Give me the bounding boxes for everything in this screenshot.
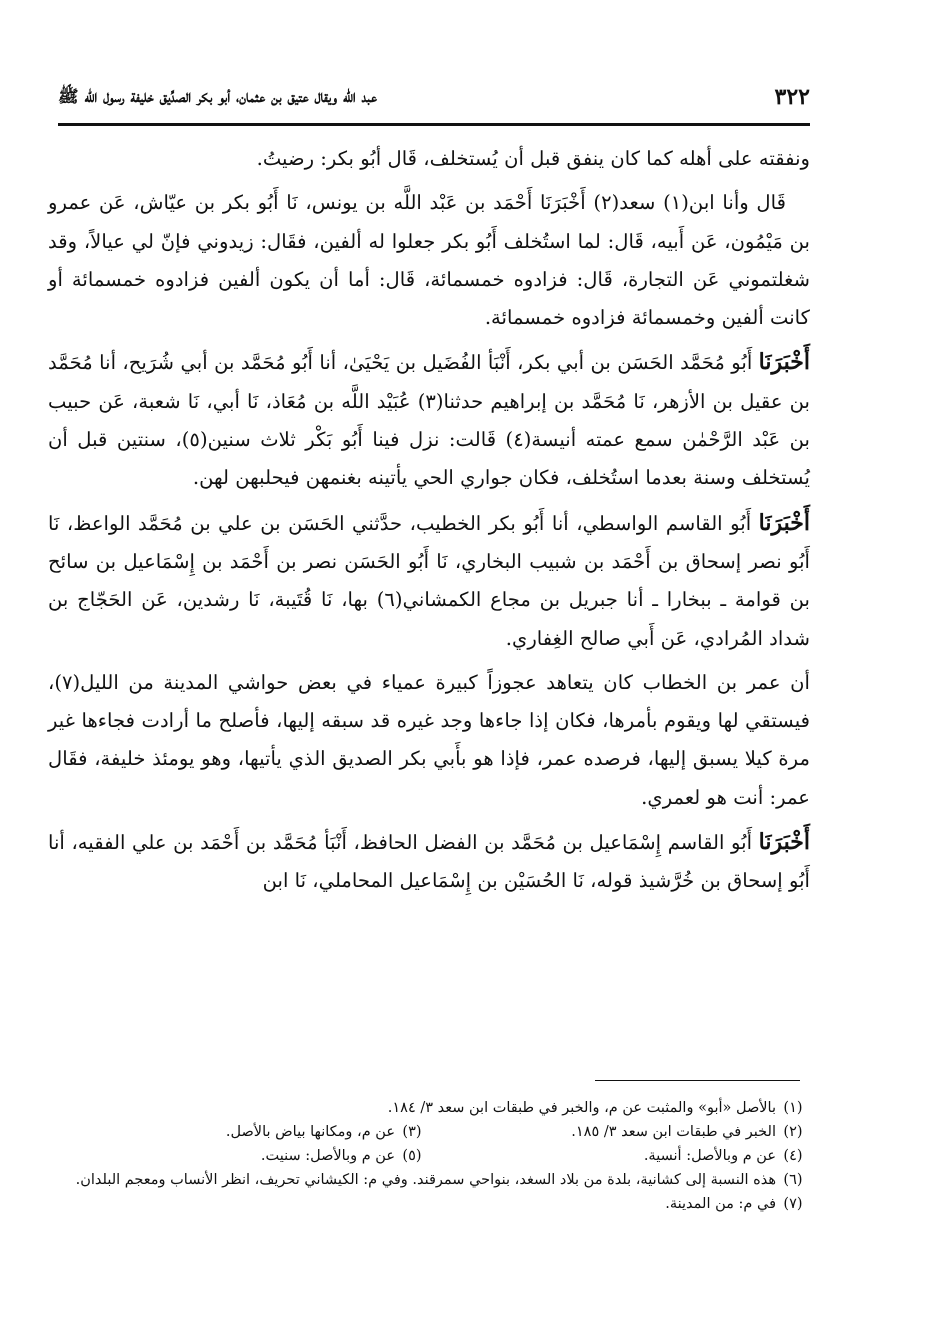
footnote-text: بالأصل «أبو» والمثبت عن م، والخبر في طبقات ابن سعد ٣/ ١٨٤. <box>387 1100 776 1116</box>
footnote-number: (١) <box>783 1100 803 1116</box>
footnote-text: الخبر في طبقات ابن سعد ٣/ ١٨٥. <box>571 1124 776 1140</box>
isnad-lead: أَخْبَرَنَا <box>758 349 810 376</box>
footnote-5 <box>48 1144 429 1168</box>
footnote-pair <box>48 1120 810 1144</box>
footnote-number: (٣) <box>402 1124 422 1140</box>
footnote-3 <box>48 1120 429 1144</box>
footnote-text: عن م وبالأصل: أنسية. <box>643 1148 776 1164</box>
paragraph-text: أَبُو مُحَمَّد الحَسَن بن أبي بكر، أَنْبَأ الفُضَيل بن يَحْيَىٰ، أنا أَبُو مُحَمَّد بن أبي شُرَيح، أنا مُحَمَّد بن عقيل بن الأزهر، نَا مُحَمَّد بن إبراهيم حدثنا(٣) عُبَيْد اللَّه بن مُعَاذ، نَا أبي، نَا شعبة، عَن حبيب بن عَبْد الرَّحْمٰن سمع عمته أنيسة(٤) قَالت: نزل فينا أَبُو بَكْر ثلاث سنين(٥)، سنتين قبل أن يُستخلف وسنة بعدما استُخلف، فكان جواري الحي يأتينه بغنمهن فيحلبهن لهن. <box>48 351 811 490</box>
page-number: ٣٢٢ <box>774 84 810 110</box>
footnote-number: (٢) <box>783 1124 803 1140</box>
paragraph-text: أن عمر بن الخطاب كان يتعاهد عجوزاً كبيرة عمياء في بعض حواشي المدينة من الليل(٧)، فيستقي لها ويقوم بأمرها، فكان إذا جاءها وجد غيره قد سبقه إليها، فأصلح ما أرادت فجاءها غير مرة كيلا يسبق إليها، فرصده عمر، فإذا هو بأَبي بكر الصديق الذي يأتيها، وهو يومئذ خليفة، فقَال عمر: أنت هو لعمري. <box>48 670 810 809</box>
paragraph-text: أَبُو القاسم إِسْمَاعيل بن مُحَمَّد بن الفضل الحافظ، أَنْبَأ مُحَمَّد بن أَحْمَد بن علي الفقيه، أنا أَبُو إسحاق بن خُرَّشيذ قوله، نَا الحُسَيْن بن إِسْمَاعيل المحاملي، نَا ابن <box>48 831 810 893</box>
footnote-pair <box>48 1144 810 1168</box>
footnote-row-2-3 <box>48 1120 810 1144</box>
main-text <box>48 140 810 907</box>
paragraph-text: قَال وأنا ابن(١) سعد(٢) أَخْبَرَنَا أَحْمَد بن عَبْد اللَّه بن يونس، نَا أَبُو بكر بن عيّاش، عَن عمرو بن مَيْمُون، عَن أَبيه، قَال: لما استُخلف أَبُو بكر جعلوا له ألفين، فقَال: زيدوني فإنّ لي عيالاً، وقد شغلتموني عَن التجارة، قَال: فزادوه خمسمائة، قَال: أما أن يكون ألفين فزادوه خمسمائة أو كانت ألفين وخمسمائة فزادوه خمسمائة. <box>48 191 810 330</box>
footnote-1 <box>48 1096 810 1120</box>
paragraph-2 <box>48 184 810 337</box>
footnote-2 <box>429 1120 810 1144</box>
paragraph-6 <box>48 823 810 901</box>
header-rule <box>58 123 810 126</box>
footnote-7 <box>48 1192 810 1216</box>
footnote-number: (٤) <box>783 1148 803 1164</box>
footnote-number: (٥) <box>402 1148 422 1164</box>
footnote-text: في م: من المدينة. <box>665 1196 776 1212</box>
paragraph-text: ونفقته على أهله كما كان ينفق قبل أن يُستخلف، قَال أبُو بكر: رضيتُ. <box>256 147 810 170</box>
footnote-text: عن م وبالأصل: سنيت. <box>260 1148 395 1164</box>
paragraph-5 <box>48 664 810 817</box>
running-title: عبد الله ويقال عتيق بن عثمان، أبو بكر الصدِّيق خليفة رسول الله ﷺ <box>58 87 377 107</box>
isnad-lead: أَخْبَرَنَا <box>758 509 810 536</box>
footnote-text: هذه النسبة إلى كشانية، بلدة من بلاد السغد، بنواحي سمرقند. وفي م: الكيشاني تحريف، انظر الأنساب ومعجم البلدان. <box>75 1172 776 1188</box>
footnote-number: (٧) <box>783 1196 803 1212</box>
footnote-4 <box>429 1144 810 1168</box>
page-header <box>58 78 810 122</box>
footnote-number: (٦) <box>783 1172 803 1188</box>
footnotes <box>48 1096 810 1216</box>
isnad-lead: أَخْبَرَنَا <box>758 829 810 856</box>
footnote-row-4-5 <box>48 1144 810 1168</box>
footnote-6 <box>48 1168 810 1192</box>
paragraph-4 <box>48 504 810 658</box>
paragraph-text: أَبُو القاسم الواسطي، أنا أَبُو بكر الخطيب، حدَّثني الحَسَن بن علي بن مُحَمَّد الواعظ، نَا أَبُو نصر إسحاق بن أَحْمَد بن شبيب البخاري، نَا أَبُو الحَسَن نصر بن أَحْمَد بن إِسْمَاعيل بن سائح بن قوامة ـ ببخارا ـ أنا جبريل بن مجاع الكمشاني(٦) بها، نَا قُتَيبة، نَا رشدين، عَن الحَجّاج بن شداد المُرادي، عَن أَبي صالح الغِفاري. <box>48 511 810 650</box>
paragraph-3 <box>48 343 810 497</box>
footnote-separator <box>595 1080 800 1081</box>
paragraph-1 <box>48 140 810 178</box>
footnote-text: عن م، ومكانها بياض بالأصل. <box>225 1124 395 1140</box>
